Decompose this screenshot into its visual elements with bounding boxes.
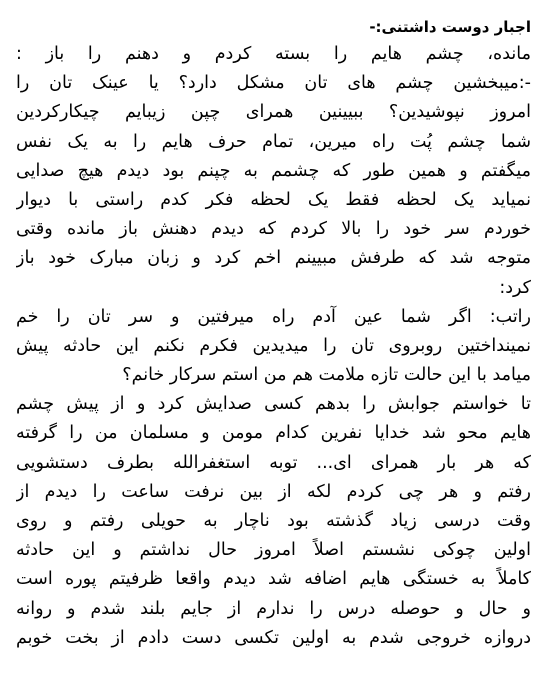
text-line: متوجه شد که طرفش مبیینم اخم کرد و زبان مبارک خود باز — [16, 248, 531, 269]
text-line: وقت درسی زیاد گذشته بود ناچار به حویلی رفتم و روی — [16, 511, 531, 531]
text-line: رفتم و هر چی کردم لکه از بین نرفت ساعت را دیدم از — [16, 481, 531, 502]
text-line: میگفتم و همین طور که چشمم به چپنم بود دیدم هیچ صدایی — [16, 160, 531, 181]
text-line: راتب: اگر شما عین آدم راه میرفتین و سر تان را خم — [16, 306, 531, 327]
text-line: میامد با این حالت تازه ملامت هم من استم سرکار خانم؟ — [122, 365, 531, 386]
text-line: هایم محو شد خدایا نفرین کدام مومن و مسلمان من را گرفته — [16, 423, 531, 444]
text-line: -:میبخشین چشم های تان مشکل دارد؟ یا عینک تان را — [16, 73, 531, 94]
text-line: اولین چوکی نشستم اصلاً امروز حال نداشتم و این حادثه — [16, 540, 531, 561]
text-line: نمیاید یک لحظه فقط یک لحظه فکر کدم راستی با دیوار — [16, 189, 531, 210]
text-line: و حال و حوصله درس را ندارم از جایم بلند شدم و روانه — [16, 598, 531, 619]
text-line: دروازه خروجی شدم به اولین تکسی دست دادم از بخت خوبم — [16, 627, 531, 648]
document-body — [16, 40, 531, 653]
text-line: تا خواستم جوابش را بدهم کسی صدایش کرد و از پیش چشم — [16, 394, 531, 415]
text-line: کرد: — [499, 277, 531, 298]
document-title: اجبار دوست داشتنی:- — [369, 18, 531, 36]
text-line: کاملاً به خستگی هایم اضافه شد دیدم واقعا ظرفیتم پوره است — [16, 569, 531, 590]
text-line: نمینداختین روبروی تان را میدیدین فکرم نکنم این حادثه پیش — [16, 335, 531, 356]
text-line: امروز نپوشیدین؟ ببیینین همرای چپن زیبایم چیکارکردین — [16, 102, 531, 123]
text-line: خوردم سر خود را بالا کردم که دیدم دهنش باز مانده وقتی — [16, 219, 531, 240]
text-line: شما چشم پُت راه میرین، تمام حرف هایم را به یک نفس — [16, 131, 531, 152]
text-line: که هر بار همرای ای... توبه استغفرالله بطرف دستشویی — [16, 452, 531, 473]
text-line: مانده، چشم هایم را بسته کردم و دهنم را باز : — [16, 44, 531, 64]
